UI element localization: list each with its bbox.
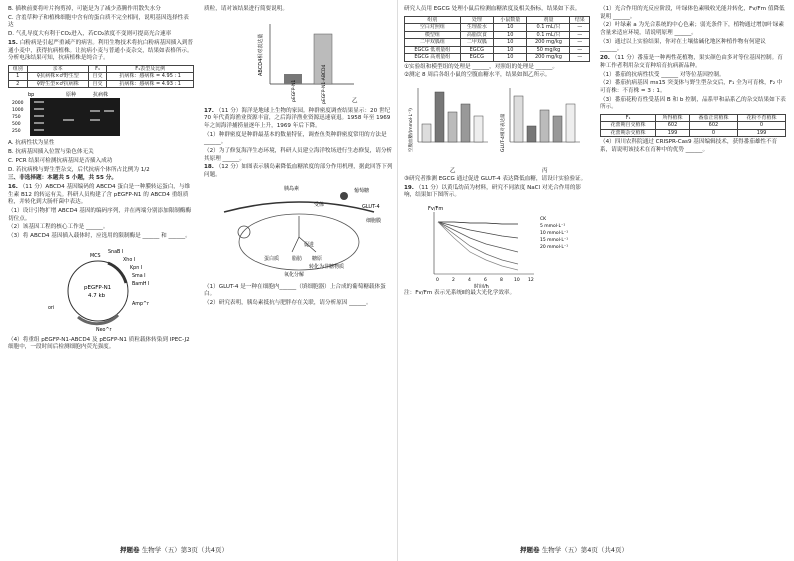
- column-2: [204, 6, 394, 309]
- svg-text:Sma I: Sma I: [132, 273, 146, 279]
- option-d: D. 气孔导度大有利于CO₂进入，若CO₂浓度不变则可提高光合速率: [8, 31, 172, 38]
- gel-electrophoresis-figure: [8, 90, 194, 138]
- svg-text:Kpn I: Kpn I: [130, 265, 143, 271]
- svg-text:pEGFP-N1: pEGFP-N1: [84, 284, 112, 291]
- bar: [435, 92, 444, 142]
- column-1: [8, 6, 194, 353]
- figure-label: 乙: [352, 97, 358, 104]
- svg-text:2000: 2000: [12, 101, 24, 107]
- question-20-2: （2）番茄抗病基因 ms15 突变体与野生型杂交后，F₁ 全为可育株，F₂ 中可育株：不育株 = 3 : 1。: [600, 80, 783, 94]
- intro-text: 质粒，请对该结果进行简要说明。: [204, 6, 288, 12]
- question-15: 15. 白粉病是引起严重减产的病害。利用生物技术将抗白粉病基因插入到普通小麦中，获得抗病植株。让抗病小麦与普通小麦杂交，结果如表格所示。分析电泳结果可知，抗病植株是纯合子。: [8, 39, 194, 62]
- svg-text:1000: 1000: [12, 108, 24, 114]
- table-row: 空白对照组 生理盐水 10 0.1 mL/只 —: [405, 24, 590, 32]
- svg-text:250: 250: [12, 129, 21, 135]
- table-row: 二甲双胍组 二甲双胍 10 200 mg/kg —: [405, 39, 590, 47]
- question-20-3: （3）番茄花粉育性受基因 B 和 b 控制，品系甲和品系乙的杂交结果如下表所示。: [600, 96, 786, 111]
- svg-text:促进: 促进: [304, 241, 315, 248]
- plasmid-map: [8, 243, 194, 335]
- question-17: 17. （11 分）海洋是地球上生物的家园。种群密度调查结果显示：20 世纪 70 年代黄海渔业资源丰富，之后海洋渔业资源迅速衰退。1958 年至 1969 年之间海洋捕捞量逐年上升，1969 年后下降。: [204, 107, 391, 129]
- bar: [474, 116, 483, 142]
- svg-text:原种: 原种: [66, 92, 77, 99]
- svg-text:氧化分解: 氧化分解: [284, 271, 305, 278]
- line-chart: [404, 202, 590, 288]
- svg-text:BamH I: BamH I: [132, 281, 150, 287]
- question-16-3: （3）将 ABCD4 基因插入载体时，应选用的限制酶是 ______ 和 ______。: [8, 233, 191, 240]
- question-c3-3: ③研究者推测 EGCG 通过促进 GLUT-4 表达降低血糖，请设计实验验证。: [404, 175, 587, 182]
- question-c3-2: ②测定 8 周后各组小鼠的空腹血糖水平，结果如图乙所示。: [404, 72, 551, 79]
- bar: [527, 126, 536, 142]
- gel-unit: bp: [28, 92, 35, 99]
- table-row: 花蕾期杂交植株 199 0 199: [601, 129, 786, 137]
- table-row: EGCG 高剂量组 EGCG 10 200 mg/kg —: [405, 54, 590, 62]
- bar: [461, 104, 470, 142]
- option-15a: A. 抗病性状为显性: [8, 140, 55, 147]
- bar: [448, 112, 457, 142]
- svg-text:MCS: MCS: [90, 253, 101, 259]
- page-fold: [397, 0, 398, 561]
- svg-text:空腹血糖/(mmol·L⁻¹): 空腹血糖/(mmol·L⁻¹): [409, 108, 414, 152]
- svg-text:20 mmol·L⁻¹: 20 mmol·L⁻¹: [540, 244, 569, 250]
- svg-text:Amp^r: Amp^r: [132, 301, 149, 307]
- option-15d: D. 若抗病株与野生型杂交，后代抗病个体所占比例为 1/2: [8, 166, 150, 173]
- table-row: 模型组 高脂饮食 10 0.1 mL/只 —: [405, 31, 590, 39]
- svg-text:5 mmol·L⁻¹: 5 mmol·L⁻¹: [540, 223, 566, 229]
- svg-text:Xho I: Xho I: [123, 257, 136, 263]
- svg-text:6: 6: [484, 277, 487, 283]
- svg-text:12: 12: [528, 277, 534, 283]
- svg-text:乙: 乙: [450, 167, 456, 174]
- line-chart-figure: [404, 202, 590, 288]
- question-c3-1: ①实验组和模型组的处理是 ______，对照组的处理是 ______。: [404, 63, 559, 70]
- section-heading: 三、非选择题：本题共 5 小题，共 55 分。: [8, 175, 117, 182]
- table-row: 2 ♀野生型×♂抗病株 自交 抗病株：感病株 = 4.93 : 1: [9, 80, 194, 88]
- option-c: C. 含羞草种子和植株细胞中含有的蛋白质不完全相同，说明基因选择性表达: [8, 14, 189, 29]
- bar-chart-ylabel: ABCD4相对表达量: [258, 33, 264, 76]
- svg-text:Neo^r: Neo^r: [96, 327, 112, 333]
- svg-text:蛋白质: 蛋白质: [264, 255, 280, 262]
- svg-text:脂肪: 脂肪: [292, 255, 303, 262]
- table-header-row: 组别 亲本 F₁ F₁表型及比例: [9, 65, 194, 73]
- bar-chart-figure: [204, 16, 394, 106]
- option-b: B. 插秧前要将叶片拘剪掉，可能是为了减少蒸腾作用散失水分: [8, 6, 161, 12]
- insulin-diagram-figure: [204, 182, 394, 282]
- table-15: [8, 65, 194, 89]
- bar: [540, 110, 549, 142]
- question-16-2: （2）该基因工程的核心工作是 ______。: [8, 224, 109, 231]
- table-row: 1 ♀抗病株×♂野生型 自交 抗病株：感病株 = 4.95 : 1: [9, 73, 194, 81]
- series-line: [438, 222, 518, 252]
- experiment-table: [404, 16, 590, 62]
- question-17-1: （1）种群密度是种群最基本的数量特征，调查鱼类种群密度常用的方法是 ______。: [204, 131, 387, 146]
- svg-text:SnaB I: SnaB I: [108, 249, 124, 255]
- table-row: EGCG 低剂量组 EGCG 10 50 mg/kg —: [405, 46, 590, 54]
- tick-label: pEGFP-N1-ABCD4: [322, 64, 327, 104]
- bar: [514, 96, 523, 142]
- series-line: [438, 222, 518, 224]
- option-15b: B. 抗病基因插入位置与染色体无关: [8, 149, 94, 155]
- series-line: [438, 222, 518, 238]
- question-19-1: （1）光合作用的光反应阶段，叶绿体色素吸收光能并转化，Fv/Fm 值降低说明 ______。: [600, 6, 785, 20]
- column-3: [404, 6, 590, 299]
- svg-text:2: 2: [452, 277, 455, 283]
- svg-text:10 mmol·L⁻¹: 10 mmol·L⁻¹: [540, 230, 569, 236]
- svg-text:GLUT-4: GLUT-4: [362, 203, 380, 210]
- svg-text:15 mmol·L⁻¹: 15 mmol·L⁻¹: [540, 237, 569, 243]
- question-20: 20. （11 分）番茄是一种两性花植物，果实颜色由多对等位基因控制。育种工作者利用杂交育种培育抗病新品种。: [600, 55, 783, 69]
- question-20-1: （1）番茄的抗病性状受 ______ 对等位基因控制。: [600, 71, 725, 78]
- question-18-1: （1）GLUT-4 是一种在细胞内______（填细胞器）上合成的葡萄糖载体蛋白。: [204, 283, 386, 298]
- intro-text: 研究人员用 EGCG 处理小鼠后检测血糖浓度及相关指标，结果如下表。: [404, 6, 581, 12]
- question-17-2: （2）为了修复海洋生态环境，科研人员建立海洋牧场进行生态修复，请分析其原理 ______。: [204, 147, 393, 162]
- svg-text:受体: 受体: [314, 201, 325, 208]
- gel-image: [8, 90, 194, 138]
- bar-chart: [204, 16, 394, 106]
- plasmid-diagram: [8, 243, 194, 335]
- question-16-4: （4）将重组 pEGFP-N1-ABCD4 及 pEGFP-N1 质粒载体转染到 IPEC-J2 细胞中，一段时间后检测细胞内荧光强度。: [8, 336, 190, 351]
- svg-text:ori: ori: [48, 305, 55, 311]
- svg-text:4: 4: [468, 277, 471, 283]
- question-16-1: （1）设计引物扩增 ABCD4 基因的编码序列，并在两端分别添加限制酶酶切位点。: [8, 208, 192, 222]
- svg-text:转化为非糖物质: 转化为非糖物质: [309, 263, 345, 270]
- table-header-row: F₁ 所得植株 番茄正常植株 花粉不育植株: [601, 114, 786, 122]
- table-20: [600, 114, 786, 138]
- tick-label: pEGFP-N1: [292, 79, 297, 102]
- figure-note: 注：Fv/Fm 表示光系统Ⅱ的最大光化学效率。: [404, 289, 516, 296]
- bar-charts: [404, 82, 590, 174]
- insulin-mechanism-diagram: [204, 182, 394, 282]
- svg-text:抗病株: 抗病株: [93, 92, 109, 99]
- footer-right: 押题卷 生物学（五）第4页（共4页）: [520, 546, 629, 554]
- svg-text:CK: CK: [540, 216, 547, 222]
- option-15c: C. PCR 结果可检测抗病基因是否插入成功: [8, 157, 113, 164]
- svg-text:750: 750: [12, 115, 21, 121]
- question-19-2: （2）叶绿素 a 为光合系统的中心色素；弱光条件下，植物通过增加叶绿素含量来适应环境，请说明原理 ______。: [600, 22, 784, 36]
- svg-text:胰岛素: 胰岛素: [284, 185, 300, 192]
- table-row: 花蕾期自交植株 602 602 0: [601, 122, 786, 130]
- svg-text:GLUT-4相对表达量: GLUT-4相对表达量: [501, 113, 506, 152]
- svg-text:0: 0: [436, 277, 439, 283]
- bar: [553, 116, 562, 142]
- question-19: 19. （11 分）以黄瓜幼苗为材料，研究不同浓度 NaCl 对光合作用的影响，结果如下图所示。: [404, 184, 582, 199]
- question-16: 16. （11 分）ABCD4 基因编码的 ABCD4 蛋白是一种膜转运蛋白，与维生素 B12 的转运有关。科研人员构建了含 pEGFP-N1 的 ABCD4 重组质粒，并转化到大肠杆菌中表达。: [8, 184, 191, 206]
- series-line: [438, 222, 518, 270]
- column-4: [600, 6, 786, 156]
- svg-text:糖原: 糖原: [312, 255, 323, 262]
- svg-text:500: 500: [12, 122, 21, 128]
- question-18-2: （2）研究表明，胰岛素抵抗与肥胖存在关联，请分析原因 ______。: [204, 299, 372, 306]
- line-chart-ylabel: Fv/Fm: [428, 205, 444, 212]
- svg-text:细胞膜: 细胞膜: [366, 217, 382, 224]
- table-header-row: 组别 处理 小鼠数量 剂量 结果: [405, 16, 590, 24]
- svg-text:丙: 丙: [542, 167, 548, 174]
- svg-text:葡萄糖: 葡萄糖: [354, 187, 370, 194]
- question-19-3: （3）通过以上实验结果，你对在土壤盐碱化地区种植作物有何建议 ______。: [600, 38, 766, 53]
- svg-text:4.7 kb: 4.7 kb: [88, 292, 106, 299]
- question-20-4: （4）四川农科院通过 CRISPR-Cas9 基因编辑技术，获得番茄雄性不育系，请说明该技术在育种中的优势 ______。: [600, 139, 778, 153]
- bar-charts-figure: [404, 82, 590, 174]
- bar: [422, 124, 431, 142]
- svg-text:10: 10: [514, 277, 520, 283]
- bar: [566, 104, 575, 142]
- line-chart-xlabel: 时间/h: [474, 283, 489, 288]
- svg-text:8: 8: [500, 277, 503, 283]
- question-18: 18. （12 分）如图表示胰岛素降低血糖浓度的部分作用机理，据此回答下列问题。: [204, 164, 393, 178]
- footer-left: 押题卷 生物学（五）第3页（共4页）: [120, 546, 229, 554]
